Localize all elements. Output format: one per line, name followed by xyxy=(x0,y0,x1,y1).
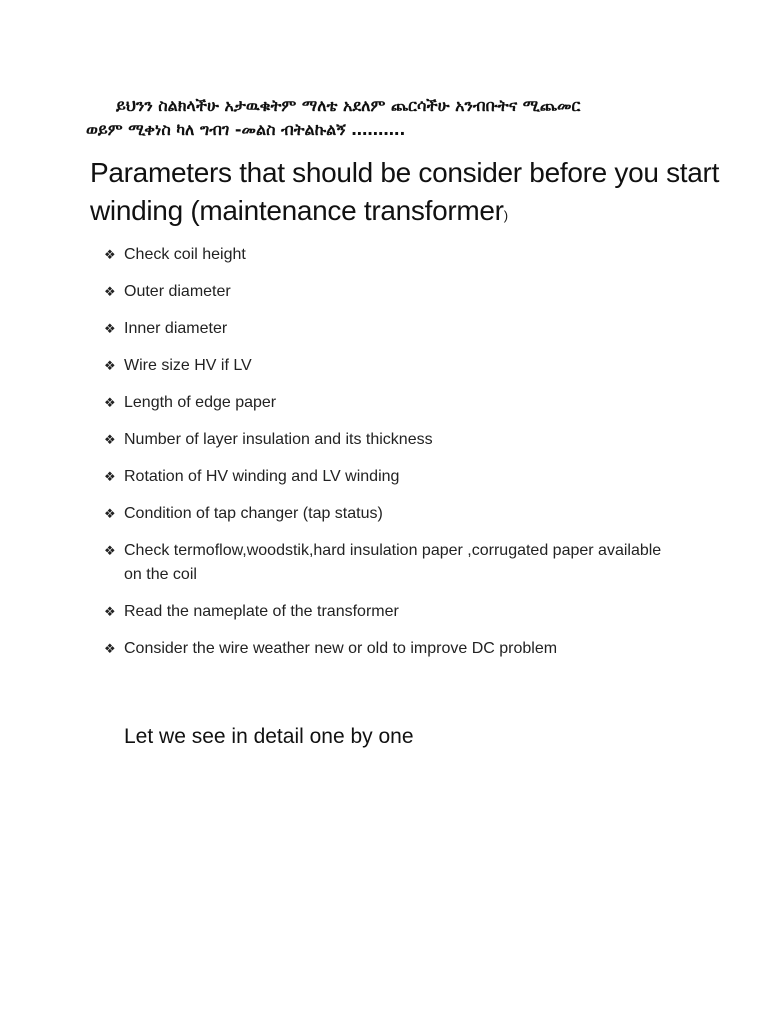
diamond-bullet-icon: ❖ xyxy=(104,247,116,262)
closing-statement: Let we see in detail one by one xyxy=(124,725,414,748)
intro-line-1: ይህንን ስልክላችሁ አታዉቁትም ማለቴ አደለም ጨርሳችሁ አንብቡትና ሚጨመር xyxy=(116,96,581,115)
parameter-list xyxy=(104,243,664,674)
list-item xyxy=(104,539,664,587)
diamond-bullet-icon: ❖ xyxy=(104,641,116,656)
list-item xyxy=(104,391,664,415)
list-item-text: Number of layer insulation and its thickness xyxy=(124,431,433,448)
heading-text: Parameters that should be consider before you start winding (maintenance transformer xyxy=(90,157,720,226)
list-item xyxy=(104,600,664,624)
diamond-bullet-icon: ❖ xyxy=(104,506,116,521)
diamond-bullet-icon: ❖ xyxy=(104,358,116,373)
list-item xyxy=(104,428,664,452)
diamond-bullet-icon: ❖ xyxy=(104,543,116,558)
list-item-text: Check termoflow,woodstik,hard insulation paper ,corrugated paper available on the coil xyxy=(124,542,662,583)
list-item xyxy=(104,502,664,526)
list-item xyxy=(104,280,664,304)
amharic-intro xyxy=(86,94,686,142)
list-item-text: Check coil height xyxy=(124,246,246,263)
intro-line-2: ወይም ሚቀነስ ካለ ግብገ -መልስ ብትልኩልኝ ………. xyxy=(86,120,406,139)
list-item xyxy=(104,354,664,378)
list-item-text: Consider the wire weather new or old to improve DC problem xyxy=(124,640,558,657)
list-item-text: Rotation of HV winding and LV winding xyxy=(124,468,400,485)
diamond-bullet-icon: ❖ xyxy=(104,469,116,484)
list-item xyxy=(104,317,664,341)
list-item-text: Outer diameter xyxy=(124,283,231,300)
list-item-text: Condition of tap changer (tap status) xyxy=(124,505,383,522)
list-item xyxy=(104,465,664,489)
diamond-bullet-icon: ❖ xyxy=(104,604,116,619)
diamond-bullet-icon: ❖ xyxy=(104,432,116,447)
list-item-text: Read the nameplate of the transformer xyxy=(124,603,399,620)
list-item-text: Wire size HV if LV xyxy=(124,357,252,374)
heading-closing-paren: ) xyxy=(503,208,508,223)
diamond-bullet-icon: ❖ xyxy=(104,321,116,336)
diamond-bullet-icon: ❖ xyxy=(104,284,116,299)
page-heading xyxy=(90,154,730,235)
list-item-text: Length of edge paper xyxy=(124,394,277,411)
diamond-bullet-icon: ❖ xyxy=(104,395,116,410)
list-item xyxy=(104,637,664,661)
list-item-text: Inner diameter xyxy=(124,320,228,337)
list-item xyxy=(104,243,664,267)
